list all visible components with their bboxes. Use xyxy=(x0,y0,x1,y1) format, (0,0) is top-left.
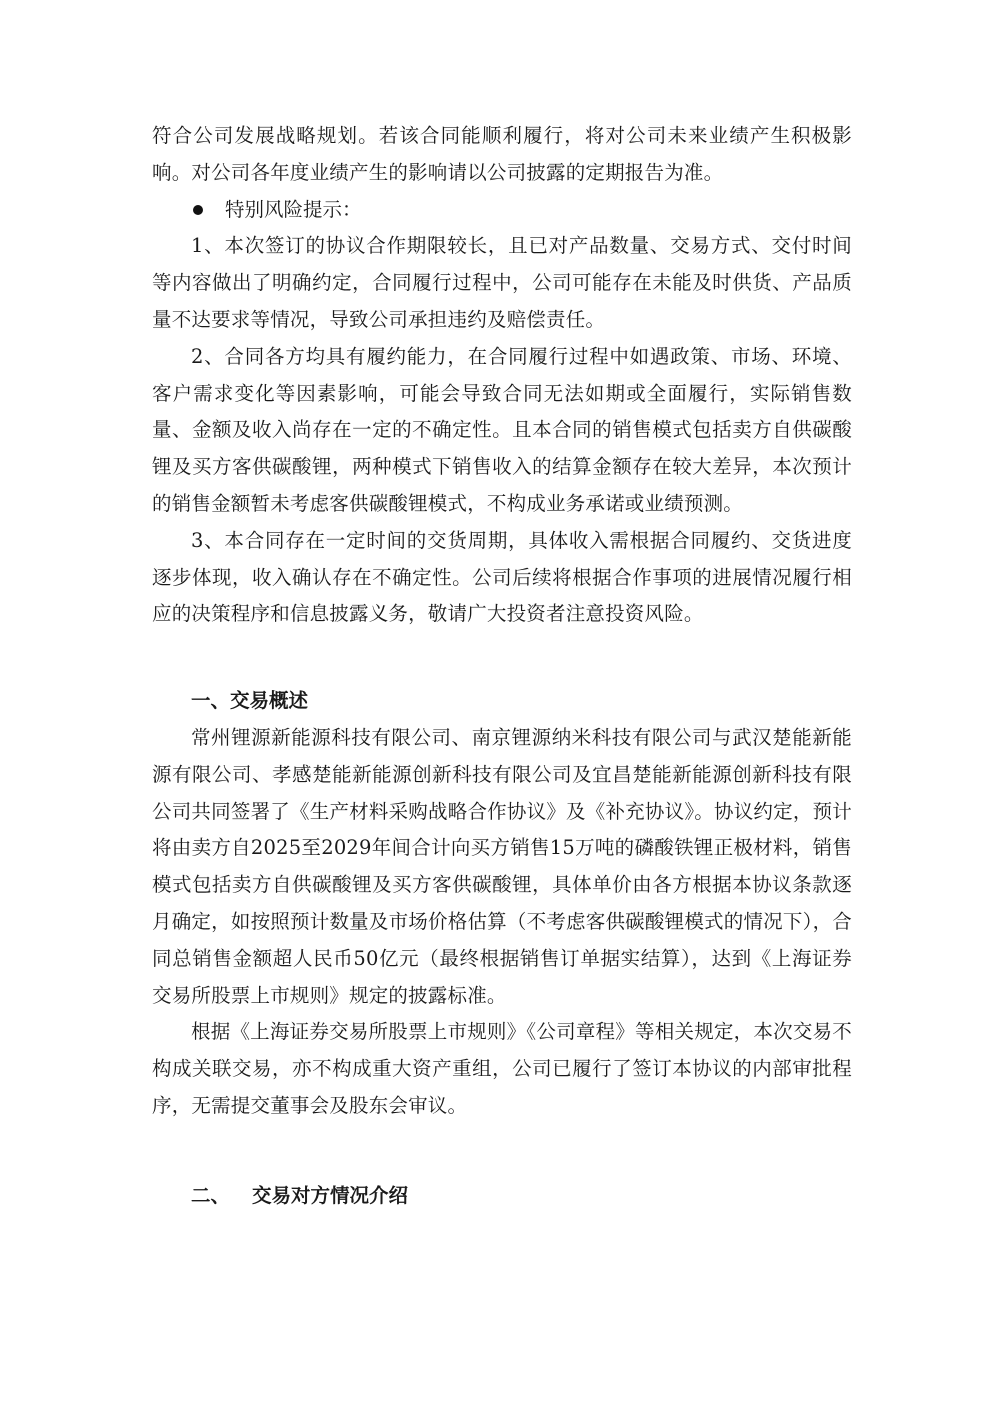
section-1-paragraph-1: 常州锂源新能源科技有限公司、南京锂源纳米科技有限公司与武汉楚能新能源有限公司、孝感楚能新能源创新科技有限公司及宜昌楚能新能源创新科技有限公司共同签署了《生产材料采购战略合作协议》及《补充协议》。协议约定，预计将由卖方自2025至2029年间合计向买方销售15万吨的磷酸铁锂正极材料，销售模式包括卖方自供碳酸锂及买方客供碳酸锂，具体单价由各方根据本协议条款逐月确定，如按照预计数量及市场价格估算（不考虑客供碳酸锂模式的情况下），合同总销售金额超人民币50亿元（最终根据销售订单据实结算），达到《上海证券交易所股票上市规则》规定的披露标准。 xyxy=(152,725,852,1007)
risk-heading xyxy=(152,192,852,229)
section-2-title: 交易对方情况介绍 xyxy=(252,1183,409,1207)
bullet-icon xyxy=(193,205,203,215)
document-page xyxy=(152,118,852,1215)
section-1-heading: 一、交易概述 xyxy=(191,689,309,713)
risk-item-3: 3、本合同存在一定时间的交货周期，具体收入需根据合同履约、交货进度逐步体现，收入确认存在不确定性。公司后续将根据合作事项的进展情况履行相应的决策程序和信息披露义务，敬请广大投资者注意投资风险。 xyxy=(152,528,852,626)
section-2-heading xyxy=(152,1178,852,1215)
risk-item-1: 1、本次签订的协议合作期限较长，且已对产品数量、交易方式、交付时间等内容做出了明确约定，合同履行过程中，公司可能存在未能及时供货、产品质量不达要求等情况，导致公司承担违约及赔偿责任。 xyxy=(152,234,852,331)
risk-item-2: 2、合同各方均具有履约能力，在合同履行过程中如遇政策、市场、环境、客户需求变化等因素影响，可能会导致合同无法如期或全面履行，实际销售数量、金额及收入尚存在一定的不确定性。且本合同的销售模式包括卖方自供碳酸锂及买方客供碳酸锂，两种模式下销售收入的结算金额存在较大差异，本次预计的销售金额暂未考虑客供碳酸锂模式，不构成业务承诺或业绩预测。 xyxy=(152,344,852,515)
intro-paragraph: 符合公司发展战略规划。若该合同能顺利履行，将对公司未来业绩产生积极影响。对公司各年度业绩产生的影响请以公司披露的定期报告为准。 xyxy=(152,124,852,184)
risk-heading-text: 特别风险提示： xyxy=(225,197,362,221)
section-2-number: 二、 xyxy=(191,1183,231,1207)
section-1-paragraph-2: 根据《上海证券交易所股票上市规则》《公司章程》等相关规定，本次交易不构成关联交易，亦不构成重大资产重组，公司已履行了签订本协议的内部审批程序，无需提交董事会及股东会审议。 xyxy=(152,1020,852,1117)
